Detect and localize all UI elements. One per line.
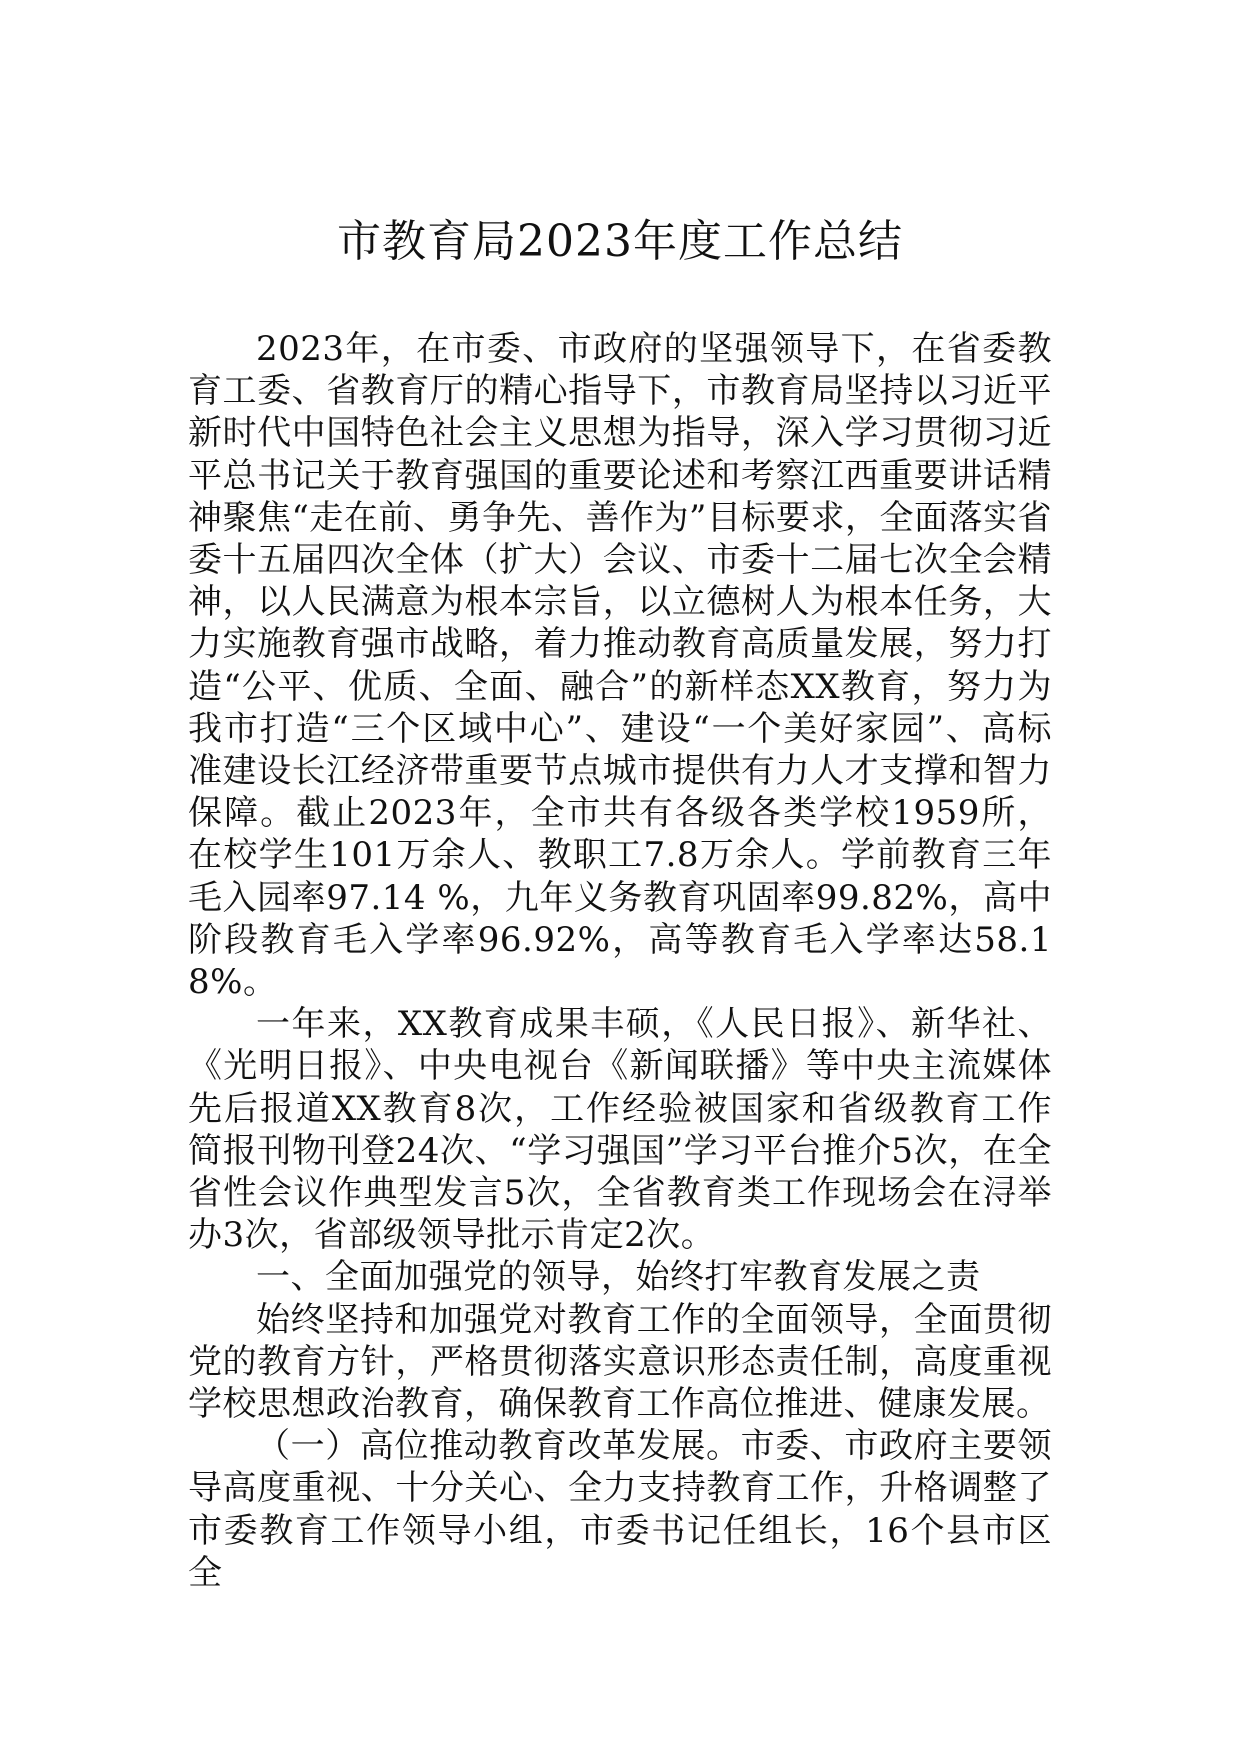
section-heading: 一、全面加强党的领导，始终打牢教育发展之责 [256,1257,981,1298]
section-intro-paragraph: 始终坚持和加强党对教育工作的全面领导，全面贯彻党的教育方针，严格贯彻落实意识形态责任制，高度重视学校思想政治教育，确保教育工作高位推进、健康发展。 [188,1299,1052,1425]
document-body [188,328,1052,1594]
document-title: 市教育局2023年度工作总结 [337,216,903,267]
intro-paragraph: 2023年，在市委、市政府的坚强领导下，在省委教育工委、省教育厅的精心指导下，市教育局坚持以习近平新时代中国特色社会主义思想为指导，深入学习贯彻习近平总书记关于教育强国的重要论述和考察江西重要讲话精神聚焦“走在前、勇争先、善作为”目标要求，全面落实省委十五届四次全体（扩大）会议、市委十二届七次全会精神，以人民满意为根本宗旨，以立德树人为根本任务，大力实施教育强市战略，着力推动教育高质量发展，努力打造“公平、优质、全面、融合”的新样态XX教育，努力为我市打造“三个区域中心”、建设“一个美好家园”、高标准建设长江经济带重要节点城市提供有力人才支撑和智力保障。截止2023年，全市共有各级各类学校1959所，在校学生101万余人、教职工7.8万余人。学前教育三年毛入园率97.14 %，九年义务教育巩固率99.82%，高中阶段教育毛入学率96.92%，高等教育毛入学率达58.18%。 [188,329,1052,1003]
achievements-paragraph: 一年来，XX教育成果丰硕，《人民日报》、新华社、《光明日报》、中央电视台《新闻联播》等中央主流媒体先后报道XX教育8次，工作经验被国家和省级教育工作简报刊物刊登24次、“学习强国”学习平台推介5次，在全省性会议作典型发言5次，全省教育类工作现场会在浔举办3次，省部级领导批示肯定2次。 [188,1004,1052,1256]
subsection-paragraph: （一）高位推动教育改革发展。市委、市政府主要领导高度重视、十分关心、全力支持教育工作，升格调整了市委教育工作领导小组，市委书记任组长，16个县市区全 [188,1426,1052,1593]
